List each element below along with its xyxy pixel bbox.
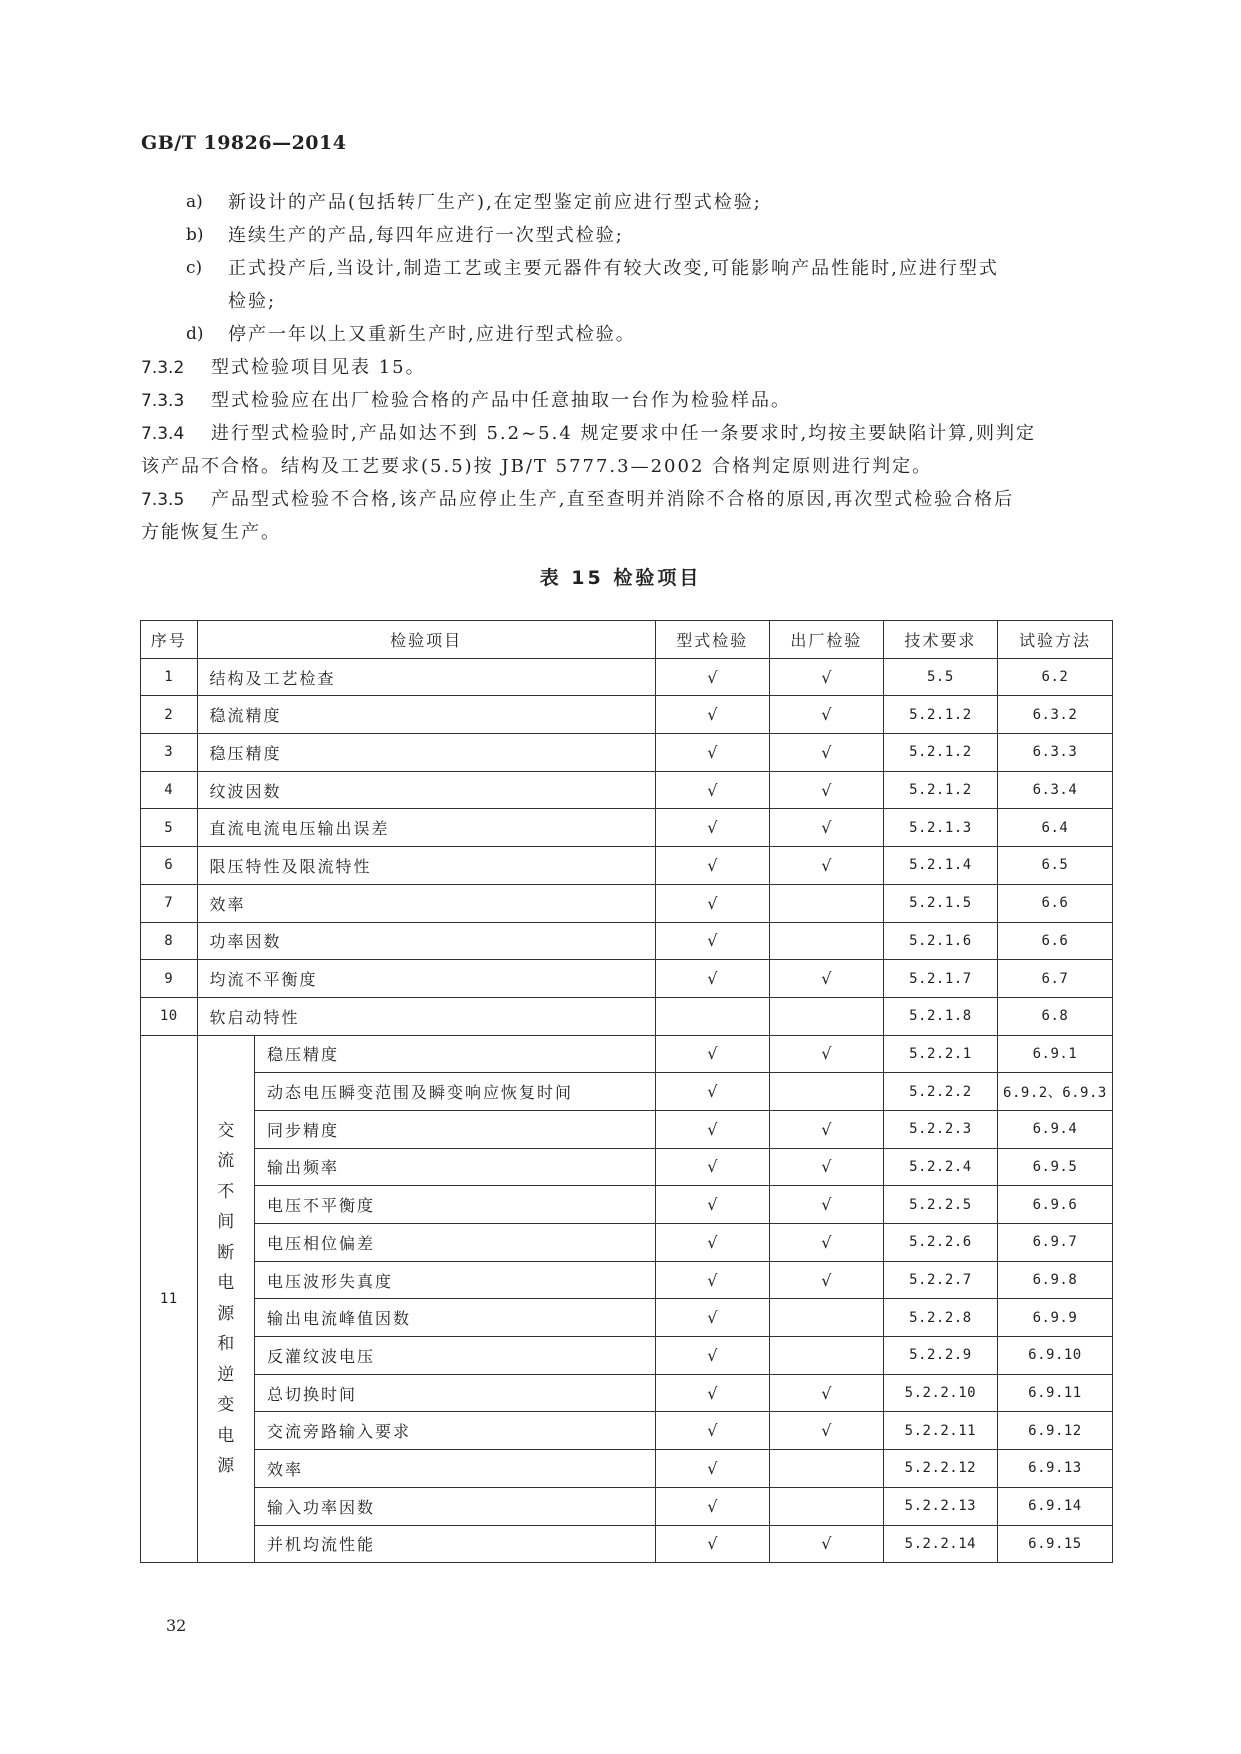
group-label: 交流不间断电源和逆变电源 — [217, 1120, 235, 1477]
test-method-clause: 6.3.2 — [997, 696, 1112, 734]
test-method-clause: 6.9.7 — [997, 1224, 1112, 1262]
type-test-check: √ — [655, 884, 769, 922]
type-test-check: √ — [655, 1148, 769, 1186]
requirement-clause: 5.2.1.3 — [883, 809, 997, 847]
header-factory-test: 出厂检验 — [769, 621, 883, 659]
test-method-clause: 6.3.4 — [997, 771, 1112, 809]
group-label-cell — [197, 1035, 255, 1563]
clause-number: 7.3.5 — [141, 490, 185, 510]
table-row — [141, 1525, 1113, 1563]
list-item-c-continuation: 检验; — [228, 291, 277, 312]
clause-text: 型式检验项目见表 15。 — [211, 357, 426, 378]
factory-test-check — [769, 997, 883, 1035]
group-number: 11 — [141, 1035, 198, 1563]
factory-test-check: √ — [769, 658, 883, 696]
clause-7-3-5-continuation: 方能恢复生产。 — [141, 522, 281, 543]
list-item-c: 正式投产后,当设计,制造工艺或主要元器件有较大改变,可能影响产品性能时,应进行型式 — [228, 258, 999, 279]
factory-test-check: √ — [769, 1374, 883, 1412]
type-test-check: √ — [655, 1337, 769, 1375]
requirement-clause: 5.2.2.13 — [883, 1487, 997, 1525]
list-mark-a: a) — [186, 192, 203, 212]
requirement-clause: 5.2.2.3 — [883, 1110, 997, 1148]
table-row — [141, 1261, 1113, 1299]
table-row — [141, 1148, 1113, 1186]
test-method-clause: 6.9.14 — [997, 1487, 1112, 1525]
row-number: 2 — [141, 696, 198, 734]
factory-test-check — [769, 922, 883, 960]
row-item: 效率 — [255, 1450, 656, 1488]
type-test-check: √ — [655, 1450, 769, 1488]
row-number: 8 — [141, 922, 198, 960]
type-test-check: √ — [655, 1035, 769, 1073]
requirement-clause: 5.2.1.2 — [883, 734, 997, 772]
inspection-table — [140, 620, 1113, 1563]
test-method-clause: 6.9.4 — [997, 1110, 1112, 1148]
type-test-check: √ — [655, 922, 769, 960]
table-row — [141, 847, 1113, 885]
list-item-b: 连续生产的产品,每四年应进行一次型式检验; — [228, 225, 624, 246]
list-mark-d: d) — [186, 324, 204, 344]
header-test-method: 试验方法 — [997, 621, 1112, 659]
type-test-check: √ — [655, 1299, 769, 1337]
header-no: 序号 — [141, 621, 198, 659]
row-item: 电压不平衡度 — [255, 1186, 656, 1224]
requirement-clause: 5.2.2.2 — [883, 1073, 997, 1111]
requirement-clause: 5.5 — [883, 658, 997, 696]
requirement-clause: 5.2.1.7 — [883, 960, 997, 998]
factory-test-check: √ — [769, 1261, 883, 1299]
row-item: 动态电压瞬变范围及瞬变响应恢复时间 — [255, 1073, 656, 1111]
test-method-clause: 6.2 — [997, 658, 1112, 696]
clause-text: 型式检验应在出厂检验合格的产品中任意抽取一台作为检验样品。 — [211, 390, 791, 411]
page-number: 32 — [166, 1616, 187, 1635]
factory-test-check: √ — [769, 847, 883, 885]
test-method-clause: 6.9.6 — [997, 1186, 1112, 1224]
row-item: 交流旁路输入要求 — [255, 1412, 656, 1450]
test-method-clause: 6.9.15 — [997, 1525, 1112, 1563]
factory-test-check — [769, 1450, 883, 1488]
requirement-clause: 5.2.2.7 — [883, 1261, 997, 1299]
table-row — [141, 734, 1113, 772]
table-row — [141, 1073, 1113, 1111]
row-number: 10 — [141, 997, 198, 1035]
clause-7-3-4 — [141, 417, 1113, 451]
table-title: 表 15 检验项目 — [539, 567, 702, 589]
factory-test-check: √ — [769, 1525, 883, 1563]
requirement-clause: 5.2.2.8 — [883, 1299, 997, 1337]
factory-test-check: √ — [769, 1148, 883, 1186]
test-method-clause: 6.8 — [997, 997, 1112, 1035]
factory-test-check: √ — [769, 771, 883, 809]
requirement-clause: 5.2.2.10 — [883, 1374, 997, 1412]
factory-test-check — [769, 1299, 883, 1337]
table-row — [141, 696, 1113, 734]
test-method-clause: 6.9.8 — [997, 1261, 1112, 1299]
row-number: 3 — [141, 734, 198, 772]
table-header-row — [141, 621, 1113, 659]
list-mark-b: b) — [186, 225, 204, 245]
requirement-clause: 5.2.2.4 — [883, 1148, 997, 1186]
table-row — [141, 809, 1113, 847]
test-method-clause: 6.9.11 — [997, 1374, 1112, 1412]
table-row — [141, 922, 1113, 960]
type-test-check: √ — [655, 1487, 769, 1525]
type-test-check: √ — [655, 1374, 769, 1412]
requirement-clause: 5.2.2.9 — [883, 1337, 997, 1375]
row-item: 软启动特性 — [197, 997, 655, 1035]
factory-test-check: √ — [769, 734, 883, 772]
row-number: 6 — [141, 847, 198, 885]
clause-7-3-4-continuation: 该产品不合格。结构及工艺要求(5.5)按 JB/T 5777.3—2002 合格判定原则进行判定。 — [141, 456, 933, 477]
test-method-clause: 6.7 — [997, 960, 1112, 998]
row-item: 总切换时间 — [255, 1374, 656, 1412]
row-number: 7 — [141, 884, 198, 922]
factory-test-check: √ — [769, 1035, 883, 1073]
test-method-clause: 6.9.12 — [997, 1412, 1112, 1450]
list-mark-c: c) — [186, 258, 203, 278]
type-test-check: √ — [655, 1525, 769, 1563]
test-method-clause: 6.6 — [997, 922, 1112, 960]
table-row — [141, 1487, 1113, 1525]
clause-number: 7.3.3 — [141, 391, 185, 411]
test-method-clause: 6.9.2、6.9.3 — [997, 1073, 1112, 1111]
header-requirement: 技术要求 — [883, 621, 997, 659]
standard-number: GB/T 19826—2014 — [141, 132, 347, 154]
row-number: 9 — [141, 960, 198, 998]
factory-test-check: √ — [769, 1412, 883, 1450]
clause-number: 7.3.4 — [141, 424, 185, 444]
header-item: 检验项目 — [197, 621, 655, 659]
test-method-clause: 6.3.3 — [997, 734, 1112, 772]
table-row — [141, 658, 1113, 696]
factory-test-check: √ — [769, 1110, 883, 1148]
requirement-clause: 5.2.1.2 — [883, 771, 997, 809]
row-item: 纹波因数 — [197, 771, 655, 809]
test-method-clause: 6.4 — [997, 809, 1112, 847]
type-test-check: √ — [655, 1110, 769, 1148]
type-test-check: √ — [655, 847, 769, 885]
type-test-check — [655, 997, 769, 1035]
requirement-clause: 5.2.1.2 — [883, 696, 997, 734]
clause-text: 产品型式检验不合格,该产品应停止生产,直至查明并消除不合格的原因,再次型式检验合格后 — [211, 489, 1015, 510]
test-method-clause: 6.9.10 — [997, 1337, 1112, 1375]
test-method-clause: 6.9.1 — [997, 1035, 1112, 1073]
type-test-check: √ — [655, 1073, 769, 1111]
type-test-check: √ — [655, 696, 769, 734]
row-item: 结构及工艺检查 — [197, 658, 655, 696]
type-test-check: √ — [655, 658, 769, 696]
type-test-check: √ — [655, 771, 769, 809]
table-row — [141, 1374, 1113, 1412]
test-method-clause: 6.9.13 — [997, 1450, 1112, 1488]
factory-test-check: √ — [769, 960, 883, 998]
row-item: 功率因数 — [197, 922, 655, 960]
test-method-clause: 6.9.5 — [997, 1148, 1112, 1186]
table-row — [141, 1110, 1113, 1148]
row-number: 1 — [141, 658, 198, 696]
row-item: 均流不平衡度 — [197, 960, 655, 998]
table-row — [141, 1299, 1113, 1337]
clause-7-3-2 — [141, 351, 1113, 385]
requirement-clause: 5.2.2.12 — [883, 1450, 997, 1488]
row-item: 稳压精度 — [255, 1035, 656, 1073]
row-item: 并机均流性能 — [255, 1525, 656, 1563]
requirement-clause: 5.2.1.4 — [883, 847, 997, 885]
row-item: 稳压精度 — [197, 734, 655, 772]
header-type-test: 型式检验 — [655, 621, 769, 659]
factory-test-check — [769, 884, 883, 922]
test-method-clause: 6.6 — [997, 884, 1112, 922]
test-method-clause: 6.9.9 — [997, 1299, 1112, 1337]
row-item: 同步精度 — [255, 1110, 656, 1148]
factory-test-check: √ — [769, 809, 883, 847]
type-test-check: √ — [655, 960, 769, 998]
clause-7-3-3 — [141, 384, 1113, 418]
clause-number: 7.3.2 — [141, 358, 185, 378]
table-row — [141, 771, 1113, 809]
clause-text: 进行型式检验时,产品如达不到 5.2~5.4 规定要求中任一条要求时,均按主要缺陷计算,则判定 — [211, 423, 1036, 444]
list-item-a: 新设计的产品(包括转厂生产),在定型鉴定前应进行型式检验; — [228, 192, 762, 213]
type-test-check: √ — [655, 809, 769, 847]
requirement-clause: 5.2.2.1 — [883, 1035, 997, 1073]
type-test-check: √ — [655, 1186, 769, 1224]
requirement-clause: 5.2.2.5 — [883, 1186, 997, 1224]
table-row — [141, 1337, 1113, 1375]
test-method-clause: 6.5 — [997, 847, 1112, 885]
table-row — [141, 1186, 1113, 1224]
table-row — [141, 1035, 1113, 1073]
requirement-clause: 5.2.1.5 — [883, 884, 997, 922]
row-item: 反灌纹波电压 — [255, 1337, 656, 1375]
requirement-clause: 5.2.2.11 — [883, 1412, 997, 1450]
factory-test-check: √ — [769, 1224, 883, 1262]
row-item: 稳流精度 — [197, 696, 655, 734]
type-test-check: √ — [655, 1224, 769, 1262]
table-row — [141, 960, 1113, 998]
table-row — [141, 997, 1113, 1035]
factory-test-check — [769, 1337, 883, 1375]
row-item: 限压特性及限流特性 — [197, 847, 655, 885]
list-item-d: 停产一年以上又重新生产时,应进行型式检验。 — [228, 324, 636, 345]
table-row — [141, 884, 1113, 922]
row-number: 4 — [141, 771, 198, 809]
type-test-check: √ — [655, 734, 769, 772]
factory-test-check — [769, 1073, 883, 1111]
row-item: 输出频率 — [255, 1148, 656, 1186]
type-test-check: √ — [655, 1261, 769, 1299]
row-item: 输入功率因数 — [255, 1487, 656, 1525]
row-item: 电压波形失真度 — [255, 1261, 656, 1299]
table-row — [141, 1224, 1113, 1262]
row-number: 5 — [141, 809, 198, 847]
requirement-clause: 5.2.1.6 — [883, 922, 997, 960]
row-item: 电压相位偏差 — [255, 1224, 656, 1262]
row-item: 直流电流电压输出误差 — [197, 809, 655, 847]
factory-test-check — [769, 1487, 883, 1525]
type-test-check: √ — [655, 1412, 769, 1450]
row-item: 效率 — [197, 884, 655, 922]
requirement-clause: 5.2.1.8 — [883, 997, 997, 1035]
row-item: 输出电流峰值因数 — [255, 1299, 656, 1337]
factory-test-check: √ — [769, 696, 883, 734]
factory-test-check: √ — [769, 1186, 883, 1224]
clause-7-3-5 — [141, 483, 1113, 517]
requirement-clause: 5.2.2.6 — [883, 1224, 997, 1262]
requirement-clause: 5.2.2.14 — [883, 1525, 997, 1563]
table-row — [141, 1450, 1113, 1488]
table-row — [141, 1412, 1113, 1450]
